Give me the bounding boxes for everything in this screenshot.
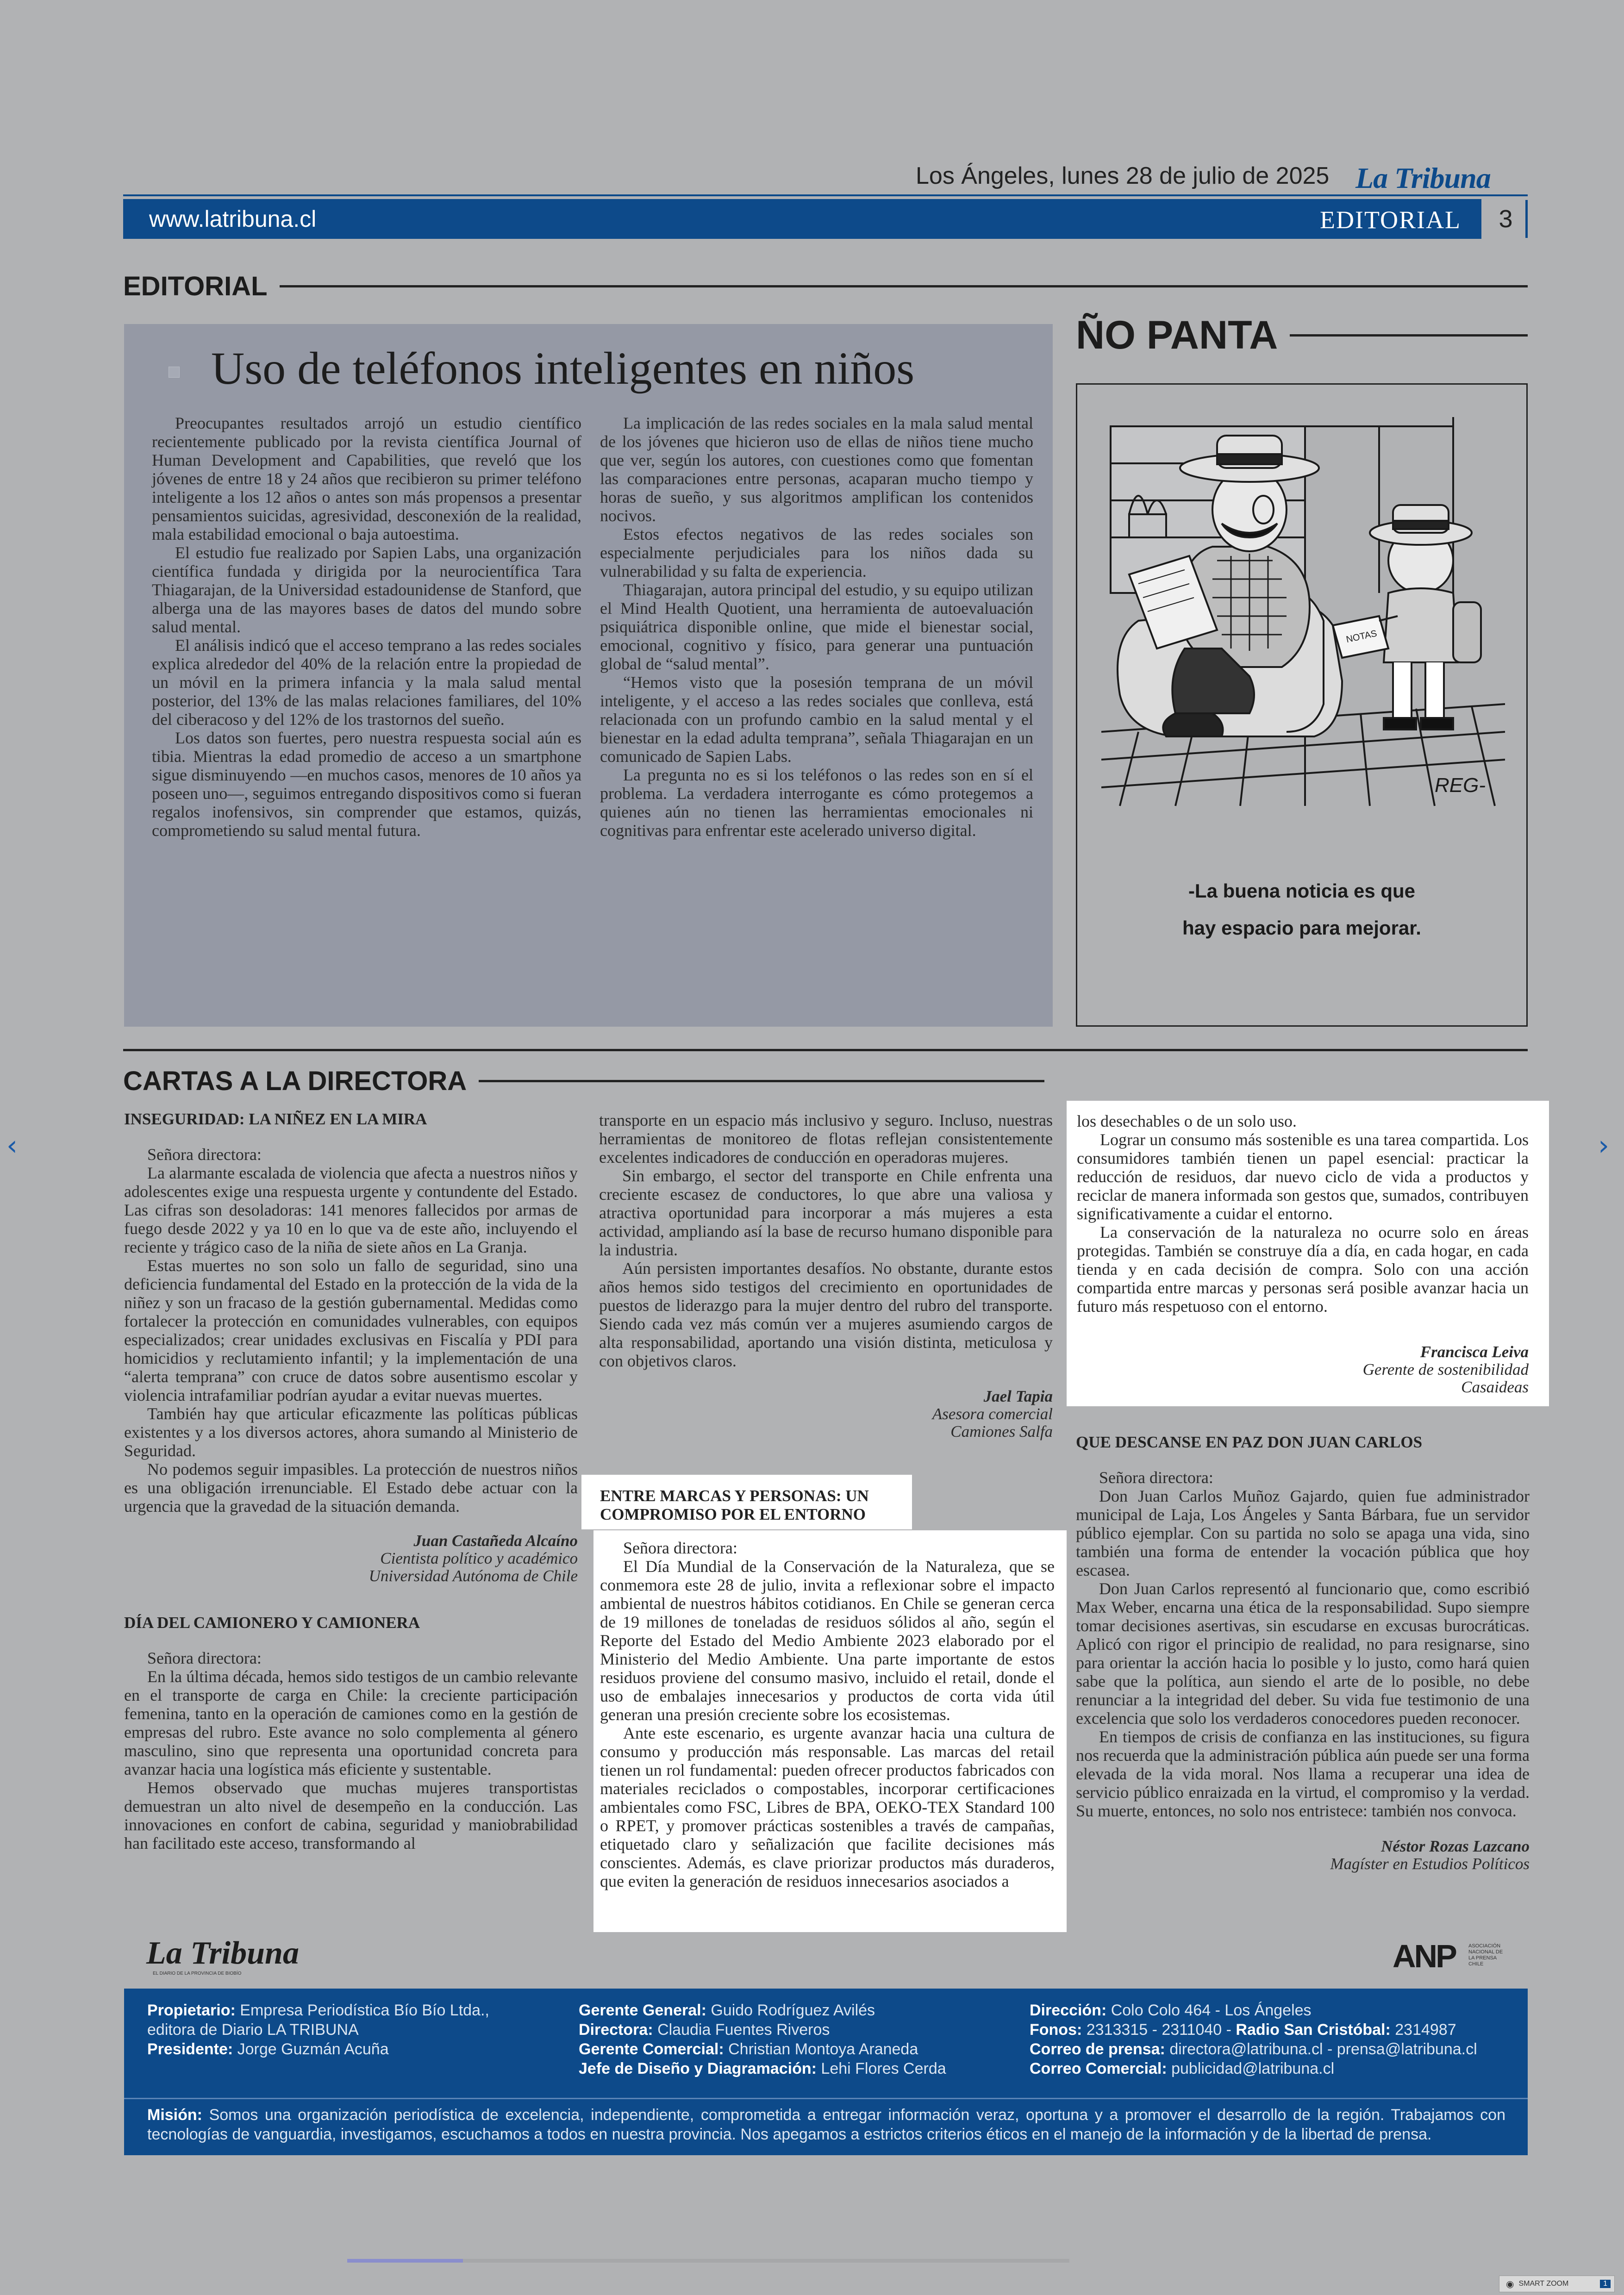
letter-signature xyxy=(1077,1343,1529,1396)
cartoon-caption-line-2: hay espacio para mejorar. xyxy=(1182,917,1421,939)
cartoon-signature: REG- xyxy=(1435,774,1486,797)
editorial-paragraph: El análisis indicó que el acceso temprano a las redes sociales explica alrededor del 40% de la relación entre la propiedad de un móvil en la primera infancia y la mala salud mental posterior, del 13% de las malas relaciones familiares, del 10% del ciberacoso y del 12% de los trastornos del sueño. xyxy=(152,636,581,729)
editorial-paragraph: Los datos son fuertes, pero nuestra respuesta social aún es tibia. Mientras la edad promedio de acceso a un smartphone sigue disminuyendo —en muchos casos, menores de 10 años ya poseen uno—, seguimos entregando dispositivos como si fueran regalos inofensivos, sin comprender que estamos, quizás, comprometiendo su salud mental futura. xyxy=(152,729,581,840)
footer-logo: La Tribuna xyxy=(146,1935,299,1971)
letter-paragraph: Don Juan Carlos Muñoz Gajardo, quien fue administrador municipal de Laja, Los Ángeles y Santa Bárbara, fue un servidor público ejemplar. Con su partida no solo se apaga una vida, sino también una forma de entender la vocación pública que hoy escasea. xyxy=(1076,1487,1530,1579)
letter-paragraph: También hay que articular eficazmente las políticas públicas existentes y a los diversos actores, ahora sumando al Ministerio de Seguridad. xyxy=(124,1404,578,1460)
letter-paragraph: La conservación de la naturaleza no ocurre solo en áreas protegidas. También se construye día a día, en cada hogar, en cada tienda y en cada decisión de compra. Solo con una acción compartida entre marcas y personas será posible avanzar hacia un futuro más respetuoso con el entorno. xyxy=(1077,1223,1529,1316)
letter-author: Francisca Leiva xyxy=(1420,1343,1529,1361)
letter-role: Gerente de sostenibilidad xyxy=(1362,1360,1529,1378)
letter-paragraph: Sin embargo, el sector del transporte en Chile enfrenta una creciente escasez de conductores, lo que abre una valiosa y atractiva oportunidad para incorporar a más mujeres a esta actividad, ampliando así la base de recurso humano disponible para la industria. xyxy=(599,1166,1053,1259)
letter-paragraph: transporte en un espacio más inclusivo y seguro. Incluso, nuestras herramientas de monitoreo de flotas reflejan consistentemente excelentes indicadores de conducción en operadoras mujeres. xyxy=(599,1111,1053,1166)
page-scrollbar-track[interactable] xyxy=(347,2259,1069,2263)
cartoon-caption-line-1: -La buena noticia es que xyxy=(1188,880,1416,902)
footer-logo-tagline: EL DIARIO DE LA PROVINCIA DE BIOBÍO xyxy=(153,1971,242,1976)
letter-paragraph: En tiempos de crisis de confianza en las instituciones, su figura nos recuerda que la administración pública aún puede ser una forma elevada de la vida moral. Nos llama a recuperar una idea de servicio público enraizada en la virtud, el compromiso y la verdad. Su muerte, entonces, no solo nos entristece: también nos convoca. xyxy=(1076,1727,1530,1820)
next-page-arrow-icon[interactable]: › xyxy=(1598,1129,1609,1162)
editorial-column-2 xyxy=(600,414,1033,840)
letter-body xyxy=(124,1145,578,1515)
footer-mission xyxy=(147,2105,1505,2144)
letters-column-3 xyxy=(1076,1433,1530,1873)
editorial-box xyxy=(124,324,1053,1027)
cartoon-newspaper-text: NOTAS xyxy=(1345,628,1378,645)
letter-title: QUE DESCANSE EN PAZ DON JUAN CARLOS xyxy=(1076,1433,1423,1451)
letter-role: Casaideas xyxy=(1461,1378,1529,1396)
letter-highlight-block xyxy=(1067,1101,1549,1406)
footer-value: Colo Colo 464 - Los Ángeles xyxy=(1111,2002,1312,2019)
letter-signature xyxy=(124,1532,578,1585)
letter-role: Cientista político y académico xyxy=(380,1549,578,1567)
anp-text: ASOCIACIÓN NACIONAL DE LA PRENSA CHILE xyxy=(1468,1943,1503,1967)
section-divider xyxy=(123,1049,1528,1051)
letter-body xyxy=(599,1111,1053,1370)
letter-title-line: ENTRE MARCAS Y PERSONAS: UN xyxy=(600,1487,869,1505)
footer-value: Lehi Flores Cerda xyxy=(821,2060,946,2077)
previous-page-arrow-icon[interactable]: ‹ xyxy=(6,1129,18,1162)
footer-label: Dirección: xyxy=(1030,2002,1107,2019)
section-name: EDITORIAL xyxy=(1320,206,1461,234)
letter-salutation: Señora directora: xyxy=(147,1649,262,1667)
footer-label: Gerente General: xyxy=(579,2002,706,2019)
letter-paragraph: Lograr un consumo más sostenible es una tarea compartida. Los consumidores también tienen un papel esencial: practicar la reducción de residuos, dar nuevo ciclo de vida a productos y reciclar de manera informada son gestos que, sumados, contribuyen significativamente a cuidar el entorno. xyxy=(1077,1130,1529,1223)
cartoon-section-header xyxy=(1076,312,1528,358)
editorial-paragraph: Estos efectos negativos de las redes sociales son especialmente perjudiciales para los niños dada su vulnerabilidad y su falta de experiencia. xyxy=(600,525,1033,580)
letter-role: Universidad Autónoma de Chile xyxy=(369,1567,578,1585)
footer-label: Propietario: xyxy=(147,2002,236,2019)
footer-label: Jefe de Diseño y Diagramación: xyxy=(579,2060,817,2077)
mission-label: Misión: xyxy=(147,2106,202,2124)
mission-text: Somos una organización periodística de excelencia, independiente, comprometida a entregar información veraz, oportuna y a promover el desarrollo de la región. Trabajamos con tecnologías de vanguardia, investigamos, escuchamos a todos en nuestra provincia. Nos apegamos a estrictos criterios éticos en el manejo de la información y de la libertad de prensa. xyxy=(147,2106,1505,2143)
page-scrollbar-thumb[interactable] xyxy=(347,2259,463,2263)
letter-paragraph: La alarmante escalada de violencia que afecta a nuestros niños y adolescentes exige una respuesta urgente y contundente del Estado. Las cifras son desoladoras: 141 menores fallecidos por armas de fuego desde 2022 y ya 10 en lo que va de este año, incluyendo el reciente y trágico caso de la niña de siete años en La Granja. xyxy=(124,1164,578,1256)
cartoon-frame xyxy=(1076,383,1528,1027)
footer-label: Correo de prensa: xyxy=(1030,2040,1165,2058)
website-link[interactable]: www.latribuna.cl xyxy=(149,206,317,232)
letter-highlight-block xyxy=(593,1530,1067,1932)
dateline: Los Ángeles, lunes 28 de julio de 2025 xyxy=(916,162,1330,189)
editorial-paragraph: El estudio fue realizado por Sapien Labs, una organización científica fundada y dirigida por la neurocientífica Tara Thiagarajan, de la Universidad estadounidense de Stanford, que alberga una de las mayores bases de datos del mundo sobre salud mental. xyxy=(152,543,581,636)
editorial-paragraph: La pregunta no es si los teléfonos o las redes son en sí el problema. La verdadera interrogante es cómo protegemos a quienes aún no tienen las herramientas emocionales ni cognitivas para enfrentar este acelerado universo digital. xyxy=(600,766,1033,840)
footer-value: 2314987 xyxy=(1395,2021,1456,2039)
letter-paragraph: los desechables o de un solo uso. xyxy=(1077,1112,1297,1130)
footer-box xyxy=(124,1989,1528,2155)
letter-author: Néstor Rozas Lazcano xyxy=(1381,1837,1530,1855)
letter-paragraph: El Día Mundial de la Conservación de la Naturaleza, que se conmemora este 28 de julio, invita a reflexionar sobre el impacto ambiental de nuestros hábitos cotidianos. En Chile se generan cerca de 19 millones de toneladas de residuos sólidos al año, según el Reporte del Estado del Medio Ambiente 2023 elaborado por el Ministerio del Medio Ambiente. Una parte importante de estos residuos proviene del consumo masivo, incluido el retail, donde el uso de embalajes innecesarios y productos de corta vida útil generan una presión creciente sobre los ecosistemas. xyxy=(600,1557,1055,1724)
editorial-paragraph: Thiagarajan, autora principal del estudio, y su equipo utilizan el Mind Health Quotient, una herramienta de autoevaluación psiquiátrica disponible online, que mide el bienestar social, emocional, cognitivo y físico, para generar una puntuación global de “salud mental”. xyxy=(600,580,1033,673)
letter-signature xyxy=(599,1388,1053,1441)
footer-label: Fonos: xyxy=(1030,2021,1082,2039)
email-link[interactable]: publicidad@latribuna.cl xyxy=(1171,2060,1335,2077)
editorial-paragraph: Preocupantes resultados arrojó un estudio científico recientemente publicado por la revista científica Journal of Human Development and Capabilities, que reveló que los jóvenes de entre 18 y 24 años que recibieron su primer teléfono inteligente a los 12 años o antes son más propensos a presentar pensamientos suicidas, agresividad, desconexión de la realidad, mala estabilidad emocional o baja autoestima. xyxy=(152,414,581,543)
header-rule xyxy=(123,194,1528,196)
footer-value: editora de Diario LA TRIBUNA xyxy=(147,2021,359,2039)
letter-body xyxy=(1076,1468,1530,1820)
eye-icon: ◉ xyxy=(1506,2279,1514,2289)
letter-salutation: Señora directora: xyxy=(1099,1468,1213,1487)
header-logo[interactable]: La Tribuna xyxy=(1355,162,1491,194)
anp-logo: ANP xyxy=(1393,1938,1455,1974)
smart-zoom-badge: 1 xyxy=(1600,2280,1611,2288)
editorial-title: Uso de teléfonos inteligentes en niños xyxy=(211,343,915,394)
letter-title: INSEGURIDAD: LA NIÑEZ EN LA MIRA xyxy=(124,1110,427,1128)
footer-column-1 xyxy=(147,2001,564,2059)
footer-label: Correo Comercial: xyxy=(1030,2060,1167,2077)
footer-label: Presidente: xyxy=(147,2040,233,2058)
header-bar xyxy=(123,199,1481,239)
letter-title: DÍA DEL CAMIONERO Y CAMIONERA xyxy=(124,1614,420,1632)
letter-paragraph: Estas muertes no son solo un fallo de seguridad, sino una deficiencia fundamental del Estado en la protección de la vida de la niñez y son un fracaso de la gestión gubernamental. Medidas como fortalecer la protección en comunidades vulnerables, con equipos especializados; crear unidades exclusivas en Fiscalía y PDI para homicidios y reclutamiento infantil; y la implementación de una “alerta temprana” con cruce de datos sobre ausentismo escolar y violencia intrafamiliar podrían ayudar a evitar nuevas muertes. xyxy=(124,1256,578,1404)
footer-value: Christian Montoya Araneda xyxy=(728,2040,918,2058)
footer-label: Gerente Comercial: xyxy=(579,2040,724,2058)
smart-zoom-button[interactable] xyxy=(1499,2276,1615,2292)
footer-value: Jorge Guzmán Acuña xyxy=(237,2040,389,2058)
letter-paragraph: No podemos seguir impasibles. La protección de nuestros niños es una obligación irrenunciable. El Estado debe actuar con la urgencia que la gravedad de la situación demanda. xyxy=(124,1460,578,1515)
letter-author: Jael Tapia xyxy=(983,1387,1053,1405)
letter-author: Juan Castañeda Alcaíno xyxy=(413,1532,578,1550)
email-link[interactable]: directora@latribuna.cl - prensa@latribuna.cl xyxy=(1169,2040,1477,2058)
footer-column-2 xyxy=(579,2001,1032,2078)
letter-body xyxy=(600,1539,1055,1890)
letter-role: Asesora comercial xyxy=(932,1405,1053,1423)
footer-value: Empresa Periodística Bío Bío Ltda., xyxy=(240,2002,489,2019)
footer-value: Guido Rodríguez Avilés xyxy=(711,2002,875,2019)
footer-column-3 xyxy=(1030,2001,1520,2078)
footer-label: Directora: xyxy=(579,2021,653,2039)
editorial-paragraph: La implicación de las redes sociales en la mala salud mental de los jóvenes que hicieron uso de ellas de niños tiene mucho que ver, según los autores, con cuestiones como que fomentan las comparaciones entre personas, acaparan mucho tiempo y horas de sueño, y sus algoritmos amplifican los contenidos nocivos. xyxy=(600,414,1033,525)
page-number: 3 xyxy=(1486,200,1528,238)
letter-paragraph: En la última década, hemos sido testigos de un cambio relevante en el transporte de carga en Chile: la creciente participación femenina, tanto en la operación de camiones como en la gestión de empresas del rubro. Este avance no solo complementa al género masculino, sino que representa una oportunidad concreta para avanzar hacia una logística más eficiente y sustentable. xyxy=(124,1667,578,1778)
footer-divider xyxy=(124,2098,1528,2099)
footer-value: 2313315 - 2311040 - xyxy=(1086,2021,1231,2039)
letter-salutation: Señora directora: xyxy=(623,1539,737,1557)
letter-role: Magíster en Estudios Políticos xyxy=(1330,1855,1530,1873)
smart-zoom-label: SMART ZOOM xyxy=(1518,2280,1569,2288)
letter-title xyxy=(600,1487,869,1524)
letter-role: Camiones Salfa xyxy=(950,1422,1053,1441)
letter-paragraph: Don Juan Carlos representó al funcionario que, como escribió Max Weber, encarna una ética de la responsabilidad. Supo siempre tomar decisiones asertivas, sin escudarse en excusas burocráticas. Aplicó con rigor el principio de realidad, no para resignarse, sino para orientar la acción hacia lo posible y lo justo, como hará quien sabe que la política, aun siendo el arte de lo posible, no debe renunciar a la integridad del deber. Su vida fue testimonio de una excelencia que solo los verdaderos conocedores pueden reconocer. xyxy=(1076,1579,1530,1727)
letters-section-header xyxy=(123,1066,1044,1097)
letter-body xyxy=(124,1649,578,1852)
letter-title-line: COMPROMISO POR EL ENTORNO xyxy=(600,1505,866,1523)
letters-section-label: CARTAS A LA DIRECTORA xyxy=(123,1066,467,1096)
letters-column-1 xyxy=(124,1110,578,1852)
letter-signature xyxy=(1076,1838,1530,1873)
letter-body xyxy=(1077,1112,1529,1316)
cartoon-illustration xyxy=(1101,408,1505,815)
cartoon-section-label: ÑO PANTA xyxy=(1076,313,1278,357)
letter-paragraph: Hemos observado que muchas mujeres transportistas demuestran un alto nivel de desempeño en la conducción. Las innovaciones en confort de cabina, seguridad y maniobrabilidad han facilitado este acceso, transformando al xyxy=(124,1778,578,1852)
letter-paragraph: Ante este escenario, es urgente avanzar hacia una cultura de consumo y producción más responsable. Las marcas del retail tienen un rol fundamental: pueden ofrecer productos fabricados con materiales reciclados o compostables, incorporar certificaciones ambientales como FSC, Libres de BPA, OEKO-TEX Standard 100 o RPET, y promover prácticas sostenibles a través de campañas, etiquetado claro y señalización que facilite decisiones más conscientes. Además, es clave priorizar productos más duraderos, que eviten la generación de residuos innecesarios asociados a xyxy=(600,1724,1055,1890)
editorial-column-1 xyxy=(152,414,581,840)
editorial-paragraph: “Hemos visto que la posesión temprana de un móvil inteligente, y el acceso a las redes sociales que conlleva, está relacionada con un profundo cambio en la salud mental y el bienestar en la edad adulta temprana”, señala Thiagarajan en un comunicado de Sapien Labs. xyxy=(600,673,1033,766)
letter-title-highlight xyxy=(581,1475,912,1529)
cartoon-caption xyxy=(1077,873,1526,947)
footer-value: Claudia Fuentes Riveros xyxy=(657,2021,830,2039)
editorial-section-header xyxy=(123,271,1528,302)
letter-salutation: Señora directora: xyxy=(147,1145,262,1164)
letters-column-2 xyxy=(599,1111,1053,1441)
footer-label: Radio San Cristóbal: xyxy=(1236,2021,1391,2039)
editorial-section-label: EDITORIAL xyxy=(123,271,268,301)
image-placeholder-icon xyxy=(169,367,180,378)
letter-paragraph: Aún persisten importantes desafíos. No obstante, durante estos años hemos sido testigos del crecimiento en oportunidades de puestos de liderazgo para la mujer dentro del rubro del transporte. Siendo cada vez más común ver a mujeres asumiendo cargos de alta responsabilidad, aportando una visión distinta, meticulosa y con objetivos claros. xyxy=(599,1259,1053,1370)
